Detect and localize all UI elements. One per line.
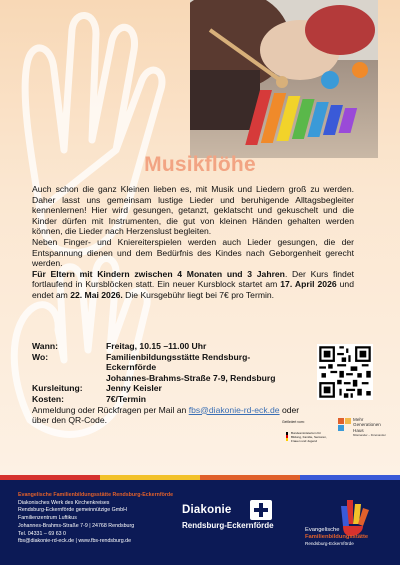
start-date: 17. April 2026 <box>280 279 337 290</box>
paragraph-songs: Neben Finger- und Kniereiterspielen werden auch Lieder gesungen, die der Entspannung dienen und dem Bedürfnis des Kindes nach Geborgenheit gerecht werden. <box>32 236 354 269</box>
sponsor-logos <box>280 410 392 470</box>
end-date: 22. Mai 2026. <box>70 289 123 300</box>
xylophone-photo <box>190 0 378 158</box>
paragraph-course: Für Eltern mit Kindern zwischen 4 Monaten und 3 Jahren. Der Kurs findet fortlaufend in Kursblöcken statt. Ein neuer Kursblock startet am 17. April 2026 und endet am 22. Mai 2026. Die Kursgebühr liegt bei 7€ pro Termin. <box>32 268 354 300</box>
cost-label: Kosten: <box>32 393 64 404</box>
when-label: Wann: <box>32 341 58 351</box>
ministry-name: Bundesministerium für Bildung, Familie, Senioren, Frauen und Jugend <box>291 431 327 443</box>
cost-value: 7€/Termin <box>106 393 146 404</box>
footer-address: Evangelische Familienbildungsstätte Rendsburg-Eckernförde Diakonisches Werk des Kirchenkreises Rendsburg-Eckernförde gemeinnützige GmbH Familienzentrum Luftikus Johannes-Brahms-Straße 7-9 | 24768 Rendsburg Tel. 04331 – 69 63 0 fbs@diakonie-rd-eck.de | www.fbs-rendsburg.de <box>18 492 174 545</box>
where-value: Familienbildungsstätte Rendsburg-Eckernförde Johannes-Brahms-Straße 7-9, Rendsburg <box>106 351 276 383</box>
description <box>32 184 354 301</box>
diakonie-logo <box>182 500 274 530</box>
footer-heading: Evangelische Familienbildungsstätte Rendsburg-Eckernförde <box>18 492 174 498</box>
when-value: Freitag, 10.15 –11.00 Uhr <box>106 341 207 351</box>
mgh-logo-text: Mehr Generationen Haus Miteinander – Füreinander <box>353 417 386 438</box>
instructor-value: Jenny Keisler <box>106 383 162 394</box>
email-link[interactable]: fbs@diakonie-rd-eck.de <box>188 404 280 415</box>
contact-line: Anmeldung oder Rückfragen per Mail an fbs@diakonie-rd-eck.de oder über den QR-Code. <box>32 404 300 426</box>
sponsor-caption: Gefördert vom: <box>282 420 305 424</box>
diakonie-name: Diakonie <box>182 504 232 516</box>
qr-code[interactable] <box>317 344 373 400</box>
instructor-label: Kursleitung: <box>32 383 83 394</box>
diakonie-cross-icon <box>250 500 272 520</box>
target-group: Für Eltern mit Kindern zwischen 4 Monaten und 3 Jahren <box>32 268 285 279</box>
page-title: Musikflöhe <box>144 153 256 176</box>
paragraph-intro: Auch schon die ganz Kleinen lieben es, mit Musik und Liedern groß zu werden. Daher lasst uns gemeinsam lustige Lieder und beruhigende Alltagsbegleiter kennenlernen! Hier wird gesungen, getanzt, geklatscht und gekuschelt und die Kinder dürfen mit Instrumenten, die gut von kleinen Händen gehalten werden können, die Lieder nach Herzenslust begleiten. <box>32 184 354 237</box>
footer <box>0 480 400 565</box>
course-details <box>32 341 300 426</box>
diakonie-region: Rendsburg-Eckernförde <box>182 521 274 530</box>
where-label: Wo: <box>32 351 49 362</box>
fbs-logo-text: Evangelische Familienbildungsstätte Rendsburg-Eckernförde <box>305 527 369 546</box>
